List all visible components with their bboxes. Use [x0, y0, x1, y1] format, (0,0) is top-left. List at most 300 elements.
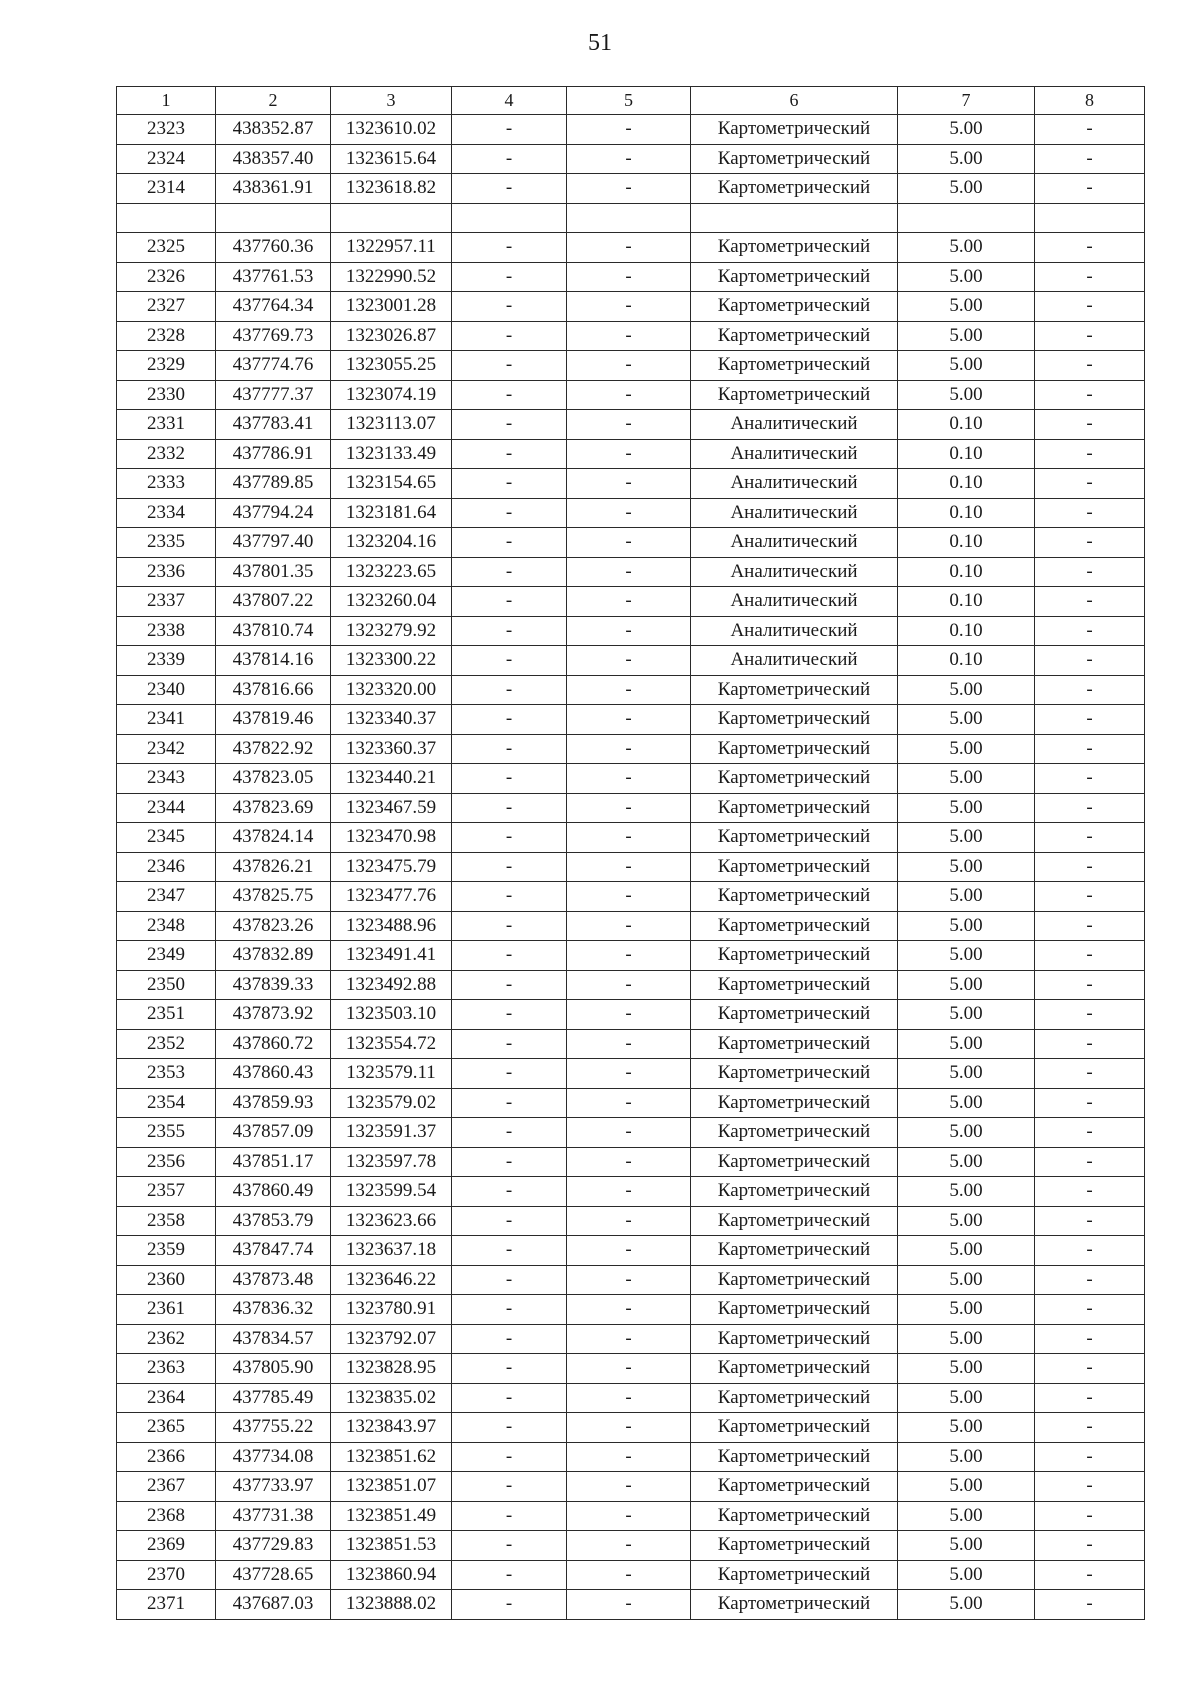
cell-point-number: 2350 [117, 970, 216, 1000]
cell-method: Картометрический [691, 764, 898, 794]
cell-point-number: 2352 [117, 1029, 216, 1059]
cell-col-4: - [452, 174, 567, 204]
cell-col-4: - [452, 882, 567, 912]
cell-point-number: 2331 [117, 410, 216, 440]
cell-x-coordinate: 437801.35 [216, 557, 331, 587]
table-row [117, 911, 1145, 941]
cell-accuracy: 5.00 [898, 882, 1035, 912]
cell-point-number: 2354 [117, 1088, 216, 1118]
table-body [117, 115, 1145, 1620]
cell-accuracy: 5.00 [898, 1501, 1035, 1531]
cell-col-4: - [452, 233, 567, 263]
table-row [117, 351, 1145, 381]
cell-point-number: 2334 [117, 498, 216, 528]
cell-method: Аналитический [691, 557, 898, 587]
header-cell-5: 5 [567, 87, 691, 115]
table-header [117, 87, 1145, 115]
cell-accuracy: 5.00 [898, 970, 1035, 1000]
cell-method [691, 203, 898, 233]
cell-col-5: - [567, 705, 691, 735]
cell-accuracy: 5.00 [898, 1531, 1035, 1561]
cell-col-8: - [1035, 1118, 1145, 1148]
cell-method: Картометрический [691, 1383, 898, 1413]
cell-col-5: - [567, 498, 691, 528]
table-row [117, 587, 1145, 617]
cell-accuracy: 5.00 [898, 144, 1035, 174]
cell-y-coordinate: 1323554.72 [331, 1029, 452, 1059]
cell-col-4: - [452, 793, 567, 823]
cell-point-number: 2332 [117, 439, 216, 469]
cell-col-4: - [452, 1177, 567, 1207]
cell-col-5: - [567, 469, 691, 499]
cell-col-8: - [1035, 557, 1145, 587]
header-cell-3: 3 [331, 87, 452, 115]
cell-x-coordinate: 437819.46 [216, 705, 331, 735]
cell-accuracy: 5.00 [898, 1029, 1035, 1059]
cell-col-4: - [452, 1206, 567, 1236]
cell-x-coordinate: 437733.97 [216, 1472, 331, 1502]
cell-y-coordinate: 1323792.07 [331, 1324, 452, 1354]
cell-method: Картометрический [691, 1354, 898, 1384]
cell-col-4: - [452, 380, 567, 410]
table-row [117, 439, 1145, 469]
cell-y-coordinate: 1323843.97 [331, 1413, 452, 1443]
cell-accuracy [898, 203, 1035, 233]
cell-col-5: - [567, 1560, 691, 1590]
cell-col-4: - [452, 262, 567, 292]
cell-point-number: 2329 [117, 351, 216, 381]
cell-method: Картометрический [691, 1265, 898, 1295]
table-row [117, 410, 1145, 440]
cell-y-coordinate: 1323181.64 [331, 498, 452, 528]
table-row [117, 1501, 1145, 1531]
cell-point-number: 2340 [117, 675, 216, 705]
cell-col-8: - [1035, 1442, 1145, 1472]
table-row [117, 380, 1145, 410]
cell-col-4: - [452, 1501, 567, 1531]
cell-col-4: - [452, 1118, 567, 1148]
cell-y-coordinate: 1323470.98 [331, 823, 452, 853]
cell-point-number: 2345 [117, 823, 216, 853]
cell-accuracy: 0.10 [898, 439, 1035, 469]
cell-col-8: - [1035, 1177, 1145, 1207]
cell-col-4: - [452, 1531, 567, 1561]
cell-col-4: - [452, 1000, 567, 1030]
cell-col-8: - [1035, 911, 1145, 941]
cell-col-5: - [567, 233, 691, 263]
cell-method: Картометрический [691, 1059, 898, 1089]
table-row [117, 203, 1145, 233]
cell-x-coordinate: 437816.66 [216, 675, 331, 705]
cell-col-4: - [452, 498, 567, 528]
cell-point-number: 2333 [117, 469, 216, 499]
cell-col-5: - [567, 882, 691, 912]
cell-col-5: - [567, 941, 691, 971]
cell-col-8: - [1035, 144, 1145, 174]
cell-x-coordinate: 437859.93 [216, 1088, 331, 1118]
cell-col-4: - [452, 734, 567, 764]
cell-point-number: 2335 [117, 528, 216, 558]
cell-x-coordinate: 437860.43 [216, 1059, 331, 1089]
cell-y-coordinate: 1323360.37 [331, 734, 452, 764]
cell-col-4: - [452, 1472, 567, 1502]
cell-col-4: - [452, 469, 567, 499]
cell-col-5 [567, 203, 691, 233]
cell-method: Картометрический [691, 1324, 898, 1354]
cell-method: Картометрический [691, 262, 898, 292]
cell-method: Картометрический [691, 1560, 898, 1590]
cell-x-coordinate: 437789.85 [216, 469, 331, 499]
cell-col-5: - [567, 1147, 691, 1177]
cell-point-number: 2338 [117, 616, 216, 646]
cell-point-number: 2358 [117, 1206, 216, 1236]
cell-y-coordinate: 1323074.19 [331, 380, 452, 410]
cell-col-5: - [567, 1265, 691, 1295]
cell-col-4 [452, 203, 567, 233]
cell-accuracy: 5.00 [898, 115, 1035, 145]
cell-point-number: 2336 [117, 557, 216, 587]
cell-method: Картометрический [691, 115, 898, 145]
cell-point-number: 2337 [117, 587, 216, 617]
cell-point-number: 2360 [117, 1265, 216, 1295]
cell-col-4: - [452, 1413, 567, 1443]
cell-x-coordinate: 437873.92 [216, 1000, 331, 1030]
table-row [117, 1413, 1145, 1443]
cell-col-8: - [1035, 262, 1145, 292]
cell-col-5: - [567, 675, 691, 705]
table-row [117, 174, 1145, 204]
cell-method: Картометрический [691, 380, 898, 410]
cell-y-coordinate: 1322957.11 [331, 233, 452, 263]
cell-method: Картометрический [691, 852, 898, 882]
cell-y-coordinate: 1323133.49 [331, 439, 452, 469]
cell-method: Картометрический [691, 351, 898, 381]
table-row [117, 1560, 1145, 1590]
table-row [117, 292, 1145, 322]
cell-method: Аналитический [691, 410, 898, 440]
table-row [117, 1324, 1145, 1354]
cell-method: Картометрический [691, 1118, 898, 1148]
cell-col-8: - [1035, 1501, 1145, 1531]
cell-col-5: - [567, 321, 691, 351]
table-row [117, 557, 1145, 587]
cell-point-number: 2355 [117, 1118, 216, 1148]
cell-accuracy: 5.00 [898, 1590, 1035, 1620]
cell-y-coordinate: 1323467.59 [331, 793, 452, 823]
cell-y-coordinate: 1323591.37 [331, 1118, 452, 1148]
cell-point-number: 2347 [117, 882, 216, 912]
cell-x-coordinate: 437728.65 [216, 1560, 331, 1590]
cell-x-coordinate: 437857.09 [216, 1118, 331, 1148]
cell-method: Картометрический [691, 911, 898, 941]
cell-col-5: - [567, 1413, 691, 1443]
cell-col-5: - [567, 587, 691, 617]
cell-y-coordinate: 1323113.07 [331, 410, 452, 440]
cell-method: Картометрический [691, 1442, 898, 1472]
cell-method: Картометрический [691, 1501, 898, 1531]
cell-point-number: 2356 [117, 1147, 216, 1177]
cell-y-coordinate: 1323579.02 [331, 1088, 452, 1118]
cell-point-number: 2346 [117, 852, 216, 882]
cell-x-coordinate: 437836.32 [216, 1295, 331, 1325]
header-row [117, 87, 1145, 115]
cell-col-4: - [452, 351, 567, 381]
table-row [117, 882, 1145, 912]
cell-x-coordinate: 437823.26 [216, 911, 331, 941]
cell-point-number: 2363 [117, 1354, 216, 1384]
cell-x-coordinate: 437794.24 [216, 498, 331, 528]
cell-col-5: - [567, 1206, 691, 1236]
cell-y-coordinate: 1323835.02 [331, 1383, 452, 1413]
cell-accuracy: 0.10 [898, 469, 1035, 499]
cell-x-coordinate: 437824.14 [216, 823, 331, 853]
cell-point-number: 2324 [117, 144, 216, 174]
cell-x-coordinate: 437805.90 [216, 1354, 331, 1384]
cell-col-8: - [1035, 675, 1145, 705]
cell-col-8: - [1035, 646, 1145, 676]
cell-y-coordinate: 1323637.18 [331, 1236, 452, 1266]
cell-point-number: 2326 [117, 262, 216, 292]
cell-col-8: - [1035, 233, 1145, 263]
cell-col-4: - [452, 587, 567, 617]
cell-accuracy: 5.00 [898, 262, 1035, 292]
cell-col-5: - [567, 1442, 691, 1472]
cell-y-coordinate: 1323610.02 [331, 115, 452, 145]
cell-col-5: - [567, 1236, 691, 1266]
cell-col-8: - [1035, 734, 1145, 764]
cell-col-5: - [567, 793, 691, 823]
cell-col-8: - [1035, 882, 1145, 912]
cell-accuracy: 5.00 [898, 1059, 1035, 1089]
cell-col-5: - [567, 1059, 691, 1089]
cell-col-8: - [1035, 380, 1145, 410]
cell-y-coordinate: 1323579.11 [331, 1059, 452, 1089]
cell-col-8: - [1035, 1531, 1145, 1561]
cell-col-8: - [1035, 321, 1145, 351]
cell-col-5: - [567, 1000, 691, 1030]
cell-col-4: - [452, 1383, 567, 1413]
cell-col-5: - [567, 616, 691, 646]
cell-method: Аналитический [691, 498, 898, 528]
cell-col-4: - [452, 911, 567, 941]
cell-col-4: - [452, 115, 567, 145]
cell-accuracy: 5.00 [898, 793, 1035, 823]
table-row [117, 469, 1145, 499]
cell-col-4: - [452, 1029, 567, 1059]
cell-x-coordinate: 437822.92 [216, 734, 331, 764]
cell-col-8: - [1035, 1413, 1145, 1443]
cell-accuracy: 5.00 [898, 292, 1035, 322]
cell-col-5: - [567, 144, 691, 174]
cell-col-8: - [1035, 970, 1145, 1000]
cell-col-5: - [567, 970, 691, 1000]
cell-col-4: - [452, 1442, 567, 1472]
cell-col-8: - [1035, 616, 1145, 646]
cell-y-coordinate: 1323320.00 [331, 675, 452, 705]
cell-y-coordinate: 1323851.49 [331, 1501, 452, 1531]
cell-x-coordinate: 437834.57 [216, 1324, 331, 1354]
cell-accuracy: 0.10 [898, 587, 1035, 617]
cell-point-number: 2314 [117, 174, 216, 204]
cell-col-5: - [567, 351, 691, 381]
cell-method: Картометрический [691, 675, 898, 705]
cell-col-4: - [452, 941, 567, 971]
cell-point-number: 2364 [117, 1383, 216, 1413]
cell-col-5: - [567, 823, 691, 853]
table-row [117, 1177, 1145, 1207]
cell-col-8: - [1035, 852, 1145, 882]
cell-x-coordinate: 437731.38 [216, 1501, 331, 1531]
cell-accuracy: 0.10 [898, 528, 1035, 558]
cell-point-number: 2353 [117, 1059, 216, 1089]
cell-point-number: 2349 [117, 941, 216, 971]
cell-x-coordinate: 437825.75 [216, 882, 331, 912]
cell-col-4: - [452, 292, 567, 322]
header-cell-1: 1 [117, 87, 216, 115]
cell-point-number: 2339 [117, 646, 216, 676]
cell-x-coordinate: 437873.48 [216, 1265, 331, 1295]
cell-col-5: - [567, 646, 691, 676]
cell-accuracy: 5.00 [898, 380, 1035, 410]
cell-point-number: 2366 [117, 1442, 216, 1472]
cell-col-4: - [452, 1236, 567, 1266]
cell-accuracy: 5.00 [898, 1118, 1035, 1148]
cell-method: Картометрический [691, 144, 898, 174]
table-row [117, 1236, 1145, 1266]
table-row [117, 528, 1145, 558]
cell-accuracy: 5.00 [898, 1324, 1035, 1354]
cell-col-4: - [452, 675, 567, 705]
cell-point-number: 2343 [117, 764, 216, 794]
cell-x-coordinate: 437755.22 [216, 1413, 331, 1443]
table-row [117, 1118, 1145, 1148]
table-row [117, 144, 1145, 174]
cell-y-coordinate: 1323440.21 [331, 764, 452, 794]
cell-y-coordinate: 1323860.94 [331, 1560, 452, 1590]
cell-col-5: - [567, 764, 691, 794]
table-row [117, 646, 1145, 676]
cell-col-5: - [567, 1383, 691, 1413]
table-row [117, 321, 1145, 351]
cell-method: Картометрический [691, 1177, 898, 1207]
cell-accuracy: 0.10 [898, 646, 1035, 676]
cell-y-coordinate [331, 203, 452, 233]
cell-col-5: - [567, 1118, 691, 1148]
cell-y-coordinate: 1322990.52 [331, 262, 452, 292]
cell-col-5: - [567, 1354, 691, 1384]
cell-method: Аналитический [691, 528, 898, 558]
cell-x-coordinate: 437777.37 [216, 380, 331, 410]
cell-x-coordinate: 437786.91 [216, 439, 331, 469]
cell-col-8: - [1035, 1472, 1145, 1502]
cell-method: Картометрический [691, 941, 898, 971]
cell-point-number: 2371 [117, 1590, 216, 1620]
cell-col-8: - [1035, 1560, 1145, 1590]
cell-x-coordinate: 437826.21 [216, 852, 331, 882]
cell-x-coordinate: 437839.33 [216, 970, 331, 1000]
cell-method: Картометрический [691, 233, 898, 263]
cell-col-4: - [452, 705, 567, 735]
cell-col-5: - [567, 1501, 691, 1531]
cell-accuracy: 5.00 [898, 1088, 1035, 1118]
cell-col-5: - [567, 410, 691, 440]
cell-accuracy: 5.00 [898, 1442, 1035, 1472]
cell-col-5: - [567, 1088, 691, 1118]
cell-y-coordinate: 1323026.87 [331, 321, 452, 351]
cell-col-5: - [567, 1295, 691, 1325]
cell-accuracy: 5.00 [898, 233, 1035, 263]
cell-x-coordinate: 437687.03 [216, 1590, 331, 1620]
cell-y-coordinate: 1323055.25 [331, 351, 452, 381]
cell-method: Картометрический [691, 1088, 898, 1118]
cell-accuracy: 5.00 [898, 1413, 1035, 1443]
cell-y-coordinate: 1323851.53 [331, 1531, 452, 1561]
cell-point-number: 2328 [117, 321, 216, 351]
cell-col-4: - [452, 823, 567, 853]
cell-point-number: 2351 [117, 1000, 216, 1030]
cell-col-5: - [567, 115, 691, 145]
cell-col-4: - [452, 1354, 567, 1384]
cell-x-coordinate: 437764.34 [216, 292, 331, 322]
cell-col-4: - [452, 144, 567, 174]
cell-accuracy: 5.00 [898, 852, 1035, 882]
table-row [117, 262, 1145, 292]
cell-y-coordinate: 1323597.78 [331, 1147, 452, 1177]
cell-accuracy: 5.00 [898, 1560, 1035, 1590]
cell-col-8: - [1035, 174, 1145, 204]
header-cell-6: 6 [691, 87, 898, 115]
cell-x-coordinate: 438361.91 [216, 174, 331, 204]
cell-accuracy: 5.00 [898, 941, 1035, 971]
cell-point-number: 2330 [117, 380, 216, 410]
cell-accuracy: 5.00 [898, 675, 1035, 705]
cell-col-4: - [452, 616, 567, 646]
cell-col-5: - [567, 528, 691, 558]
cell-col-5: - [567, 1472, 691, 1502]
cell-col-8: - [1035, 1354, 1145, 1384]
cell-col-8: - [1035, 941, 1145, 971]
cell-col-5: - [567, 262, 691, 292]
cell-point-number: 2327 [117, 292, 216, 322]
cell-y-coordinate: 1323851.62 [331, 1442, 452, 1472]
table-row [117, 1472, 1145, 1502]
cell-y-coordinate: 1323828.95 [331, 1354, 452, 1384]
cell-col-4: - [452, 1147, 567, 1177]
cell-col-4: - [452, 764, 567, 794]
cell-method: Картометрический [691, 292, 898, 322]
cell-method: Картометрический [691, 705, 898, 735]
cell-point-number: 2359 [117, 1236, 216, 1266]
cell-x-coordinate: 437823.05 [216, 764, 331, 794]
cell-point-number: 2361 [117, 1295, 216, 1325]
cell-method: Картометрический [691, 174, 898, 204]
cell-col-8: - [1035, 1236, 1145, 1266]
cell-x-coordinate: 437847.74 [216, 1236, 331, 1266]
cell-col-5: - [567, 439, 691, 469]
cell-col-5: - [567, 174, 691, 204]
cell-point-number: 2368 [117, 1501, 216, 1531]
cell-col-8: - [1035, 351, 1145, 381]
cell-accuracy: 5.00 [898, 1147, 1035, 1177]
table-row [117, 705, 1145, 735]
cell-method: Картометрический [691, 1147, 898, 1177]
cell-y-coordinate: 1323618.82 [331, 174, 452, 204]
table-row [117, 675, 1145, 705]
cell-method: Картометрический [691, 882, 898, 912]
cell-col-8: - [1035, 292, 1145, 322]
cell-x-coordinate [216, 203, 331, 233]
header-cell-8: 8 [1035, 87, 1145, 115]
